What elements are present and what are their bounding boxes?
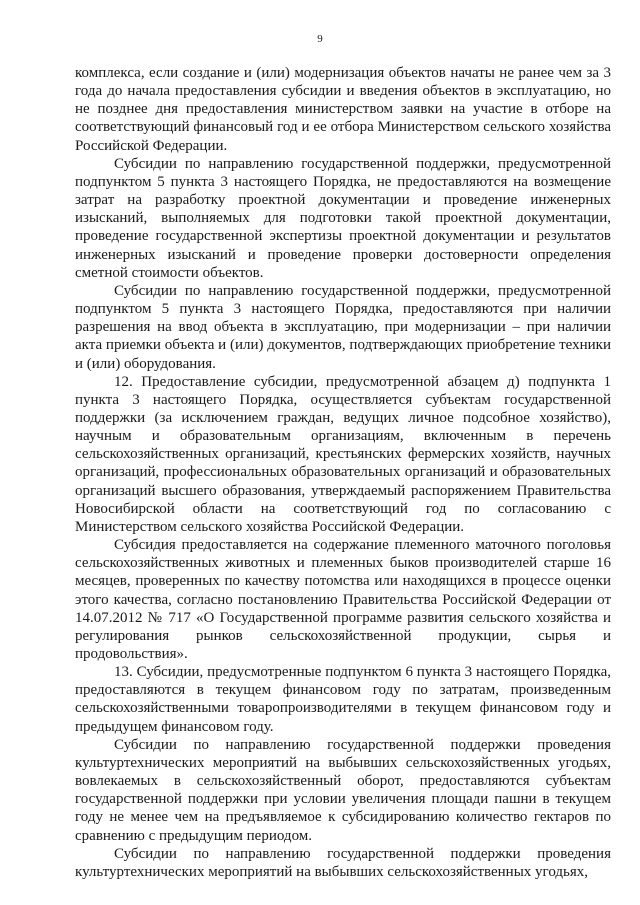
paragraph-subsidy-exclusions: Субсидии по направлению государственной поддержки, предусмотренной подпунктом 5 пункта 3 настоящего Порядка, не предоставляются на возмещение затрат на разработку проектной документации и проведение инженерных изысканий, выполняемых для подготовки такой проектной документации, проведение государственной экспертизы проектной документации и результатов инженерных изысканий и проведение проверки достоверности определения сметной стоимости объектов. [75,155,611,281]
paragraph-arable-land-increase: Субсидии по направлению государственной поддержки проведения культуртехнических мероприятий на выбывших сельскохозяйственных угодьях, вовлекаемых в сельскохозяйственный оборот, предоставляются субъектам государственной поддержки при условии увеличения площади пашни в текущем году не менее чем на предъявляемое к субсидированию количество гектаров по сравнению с предыдущим периодом. [75,736,611,844]
paragraph-cultural-technical-measures: Субсидии по направлению государственной поддержки проведения культуртехнических мероприятий на выбывших сельскохозяйственных угодьях, [75,845,611,880]
paragraph-continuation: комплекса, если создание и (или) модернизация объектов начаты не ранее чем за 3 года до начала предоставления субсидии и введения объектов в эксплуатацию, но не позднее дня предоставления министерством заявки на участие в отборе на соответствующий финансовый год и ее отбора Министерством сельского хозяйства Российской Федерации. [75,65,611,154]
paragraph-clause-12: 12. Предоставление субсидии, предусмотренной абзацем д) подпункта 1 пункта 3 настоящего Порядка, осуществляется субъектам государственной поддержки (за исключением граждан, ведущих личное подсобное хозяйство), научным и образовательным организациям, включенным в перечень сельскохозяйственных организаций, крестьянских фермерских хозяйств, научных организаций, профессиональных образовательных организаций и образовательных организаций высшего образования, утверждаемый распоряжением Правительства Новосибирской области на соответствующий год по согласованию с Министерством сельского хозяйства Российской Федерации. [75,373,611,535]
paragraph-breeding-livestock: Субсидия предоставляется на содержание племенного маточного поголовья сельскохозяйственных животных и племенных быков производителей старше 16 месяцев, проверенных по качеству потомства или находящихся в процессе оценки этого качества, согласно постановлению Правительства Российской Федерации от 14.07.2012 № 717 «О Государственной программе развития сельского хозяйства и регулирования рынков сельскохозяйственной продукции, сырья и продовольствия». [75,537,611,662]
page-number: 9 [317,33,323,45]
paragraph-subsidy-conditions: Субсидии по направлению государственной поддержки, предусмотренной подпунктом 5 пункта 3 настоящего Порядка, предоставляются при наличии разрешения на ввод объекта в эксплуатацию, при модернизации – при наличии акта приемки объекта и (или) документов, подтверждающих приобретение техники и (или) оборудования. [75,282,611,372]
paragraph-clause-13: 13. Субсидии, предусмотренные подпунктом 6 пункта 3 настоящего Порядка, предоставляются в текущем финансовом году по затратам, произведенным сельскохозяйственными товаропроизводителями в текущем финансовом году и предыдущем финансовом году. [75,664,611,735]
document-body [75,64,611,881]
